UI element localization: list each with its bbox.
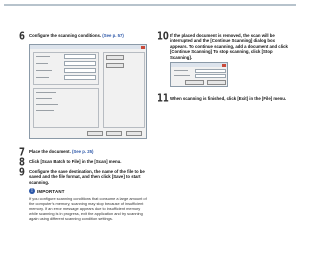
- dropdown: [64, 54, 96, 59]
- field-label: [36, 77, 49, 78]
- dropdown: [195, 74, 226, 78]
- step-10-text: If the placed document is removed, the scan will be interrupted and the [Continue Scanning] dialog box appears. To continue scanning, add a document and click [Continue Scanning] To stop scanning, click [Stop Scanning].: [170, 33, 288, 60]
- field-label: [36, 92, 56, 93]
- step-11-text: When scanning is finished, click [Exit] in the [File] menu.: [170, 96, 287, 101]
- options-group: [33, 88, 99, 128]
- dialog-button: [185, 80, 204, 85]
- close-icon: [141, 46, 145, 49]
- step-number: 8: [19, 157, 25, 169]
- step-number: 10: [157, 31, 169, 43]
- dialog-button: [106, 63, 124, 68]
- field-label: [36, 110, 54, 111]
- dropdown: [64, 61, 96, 66]
- field-label: [36, 63, 48, 64]
- field-label: [174, 75, 190, 76]
- important-text: If you configure scanning conditions that consume a large amount of the computer's memory, scanning may stop because of insufficient memory. If an error message appears due to insufficient memory while scanning is in progress, exit the application and try scanning again using different scanning condition settings.: [29, 196, 147, 222]
- field-label: [36, 98, 52, 99]
- continue-scanning-dialog-screenshot: [170, 62, 228, 87]
- dialog-button: [106, 131, 122, 136]
- page-link[interactable]: (See p. 25): [72, 149, 94, 154]
- dialog-button: [87, 131, 103, 136]
- step-number: 9: [19, 167, 25, 179]
- step-number: 6: [19, 31, 25, 43]
- field-label: [36, 70, 52, 71]
- field-label: [174, 70, 188, 71]
- close-icon: [222, 64, 226, 67]
- step-6-text: Configure the scanning conditions. (See p. 57): [29, 33, 124, 38]
- dialog-title-bar: [30, 45, 146, 49]
- dropdown: [64, 75, 96, 80]
- step-number: 11: [157, 93, 169, 105]
- step-8-text: Click [Scan Batch to File] in the [Scan] menu.: [29, 159, 122, 164]
- dropdown: [195, 69, 226, 73]
- dialog-button: [126, 131, 142, 136]
- step-number: 7: [19, 147, 25, 159]
- scan-settings-dialog-screenshot: [29, 44, 147, 139]
- top-rule: [4, 4, 296, 6]
- dialog-title-bar: [171, 63, 227, 67]
- step-7-text: Place the document. (See p. 25): [29, 149, 94, 154]
- dropdown: [64, 68, 96, 73]
- field-label: [36, 104, 58, 105]
- exclamation-icon: !: [29, 188, 35, 194]
- dialog-button: [207, 80, 226, 85]
- step-9-text: Configure the save destination, the name of the file to be saved and the file format, and then click [Save] to start scanning.: [29, 169, 145, 185]
- important-title: IMPORTANT: [37, 188, 65, 194]
- field-label: [36, 56, 50, 57]
- dialog-button: [106, 55, 124, 60]
- page-link[interactable]: (See p. 57): [102, 33, 124, 38]
